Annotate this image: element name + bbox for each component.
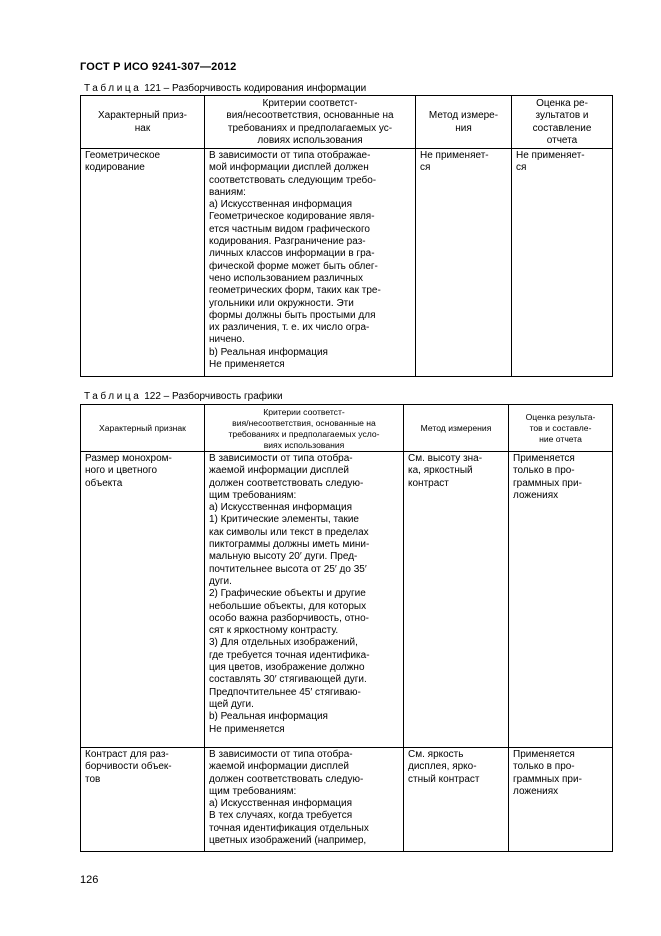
text-line: ется частным видом графического (209, 223, 370, 235)
text-line: 1) Критические элементы, такие (209, 514, 359, 526)
text-line: щей дуги. (209, 698, 254, 710)
text-line: См. высоту зна- (408, 453, 483, 464)
evaluation-cell (512, 149, 613, 377)
text-line: Применяется (513, 749, 575, 760)
text-line: Геометрическое кодирование явля- (209, 211, 375, 223)
text-line: вия/несоответствия, основанные на (226, 110, 394, 122)
text-line: ся (516, 162, 527, 174)
header-cell (81, 96, 205, 149)
text-line: кодирование (85, 162, 145, 174)
table-row (81, 149, 613, 377)
text-line: составление (532, 122, 592, 134)
text-line: где требуется точная идентифика- (209, 649, 370, 661)
text-line: объекта (85, 477, 123, 489)
text-line: щим требованиям: (209, 489, 297, 501)
header-cell (512, 96, 613, 149)
text-line: ка, яркостный (408, 465, 473, 477)
table-121 (80, 95, 613, 377)
text-line: В зависимости от типа отобра- (209, 453, 353, 464)
table-row (81, 748, 613, 852)
text-line: Предпочтительнее 45′ стягиваю- (209, 686, 361, 698)
header-cell (404, 405, 509, 452)
text-line: формы должны быть простыми для (209, 309, 376, 321)
text-line: жаемой информации дисплей (209, 761, 350, 773)
text-line: должен соответствовать следую- (209, 773, 364, 785)
text-line: должен соответствовать следую- (209, 477, 364, 489)
text-line: Размер монохром- (85, 453, 172, 464)
text-line: Контраст для раз- (85, 749, 169, 760)
page-number: 126 (80, 874, 99, 886)
text-line: b) Реальная информация (209, 711, 328, 723)
criteria-cell (205, 452, 404, 748)
text-line: Характерный приз- (98, 110, 187, 122)
text-line: особо важна разборчивость, отно- (209, 612, 369, 624)
caption-word: Таблица (84, 391, 142, 402)
text-line: отчета (546, 134, 578, 146)
text-line: стный контраст (408, 773, 480, 785)
text-line: вия/несоответствия, основанные на (232, 417, 376, 428)
table-121-header-row (81, 96, 613, 149)
text-line: ния (455, 122, 472, 134)
caption-text: 121 – Разборчивость кодирования информации (144, 83, 367, 94)
text-line: пиктограммы должны иметь мини- (209, 539, 370, 551)
caption-text: 122 – Разборчивость графики (144, 391, 283, 402)
header-cell (81, 405, 205, 452)
text-line: кодирования. Разграничение раз- (209, 236, 366, 248)
table-122-header-row (81, 405, 613, 452)
text-line: соответствовать следующим требо- (209, 174, 377, 186)
text-line: требованиях и предполагаемых ус- (227, 122, 393, 134)
text-line: сят к яркостному контрасту. (209, 625, 339, 637)
text-line: ного и цветного (85, 465, 158, 477)
text-line: b) Реальная информация (209, 346, 328, 358)
text-line: как символы или текст в пределах (209, 526, 369, 538)
text-line: угольники или окружности. Эти (209, 297, 354, 309)
text-line: a) Искусственная информация (209, 798, 352, 810)
text-line: тов и составле- (529, 423, 592, 433)
criteria-cell (205, 149, 416, 377)
criteria-cell (205, 748, 404, 852)
text-line: ваниям: (209, 186, 246, 198)
text-line: нак (134, 122, 151, 134)
text-line: a) Искусственная информация (209, 199, 352, 211)
text-line: В тех случаях, когда требуется (209, 810, 353, 822)
text-line: зультатов и (535, 110, 589, 122)
evaluation-cell (509, 452, 613, 748)
header-cell (509, 405, 613, 452)
text-line: цветных изображений (например, (209, 835, 367, 847)
text-line: ние отчета (539, 434, 582, 444)
table-121-caption (84, 83, 366, 94)
text-line: виях использования (263, 439, 345, 450)
text-line: ложениях (513, 785, 559, 797)
method-cell (404, 748, 509, 852)
text-line: только в про- (513, 465, 575, 477)
text-line: ся (420, 162, 431, 174)
text-line: их различения, т. е. их число огра- (209, 322, 370, 334)
text-line: борчивости объек- (85, 761, 172, 773)
text-line: граммных при- (513, 477, 582, 489)
text-line: Метод измере- (428, 110, 499, 122)
text-line: тов (85, 773, 101, 785)
feature-cell (81, 748, 205, 852)
text-line: геометрических форм, таких как тре- (209, 285, 381, 297)
text-line: ция цветов, изображение должно (209, 662, 365, 674)
text-line: Критерии соответст- (262, 97, 358, 109)
header-cell (416, 96, 512, 149)
text-line: личных классов информации в гра- (209, 248, 375, 260)
method-cell (404, 452, 509, 748)
method-cell (416, 149, 512, 377)
text-line: мальную высоту 20′ дуги. Пред- (209, 551, 358, 563)
text-line: жаемой информации дисплей (209, 465, 350, 477)
text-line: небольшие объекты, для которых (209, 600, 367, 612)
table-122 (80, 404, 613, 852)
text-line: щим требованиям: (209, 785, 297, 797)
text-line: точная идентификация отдельных (209, 822, 369, 834)
text-line: ловиях использования (257, 134, 363, 146)
header-cell (205, 96, 416, 149)
text-line: Не применяется (209, 359, 285, 371)
text-line: Оценка результа- (525, 412, 596, 422)
text-line: a) Искусственная информация (209, 502, 352, 514)
text-line: Характерный признак (99, 423, 186, 433)
text-line: Критерии соответст- (263, 406, 345, 417)
text-line: ничено. (209, 334, 245, 346)
evaluation-cell (509, 748, 613, 852)
text-line: Не применяет- (420, 150, 489, 161)
text-line: чено использованием различных (209, 272, 363, 284)
feature-cell (81, 452, 205, 748)
text-line: требованиях и предполагаемых усло- (228, 428, 380, 439)
text-line: дуги. (209, 575, 232, 587)
text-line: 3) Для отдельных изображений, (209, 637, 358, 649)
table-row (81, 452, 613, 748)
text-line: почтительнее высота от 25′ до 35′ (209, 563, 367, 575)
text-line: составлять 30′ стягивающей дуги. (209, 674, 367, 686)
text-line: Метод измерения (420, 423, 492, 433)
text-line: ложениях (513, 489, 559, 501)
text-line: См. яркость (408, 749, 464, 760)
caption-word: Таблица (84, 83, 142, 94)
text-line: В зависимости от типа отображае- (209, 150, 371, 161)
text-line: Оценка ре- (536, 97, 588, 109)
text-line: только в про- (513, 761, 575, 773)
text-line: Не применяет- (516, 150, 585, 161)
text-line: Применяется (513, 453, 575, 464)
feature-cell (81, 149, 205, 377)
header-cell (205, 405, 404, 452)
document-header: ГОСТ Р ИСО 9241-307—2012 (80, 61, 237, 73)
text-line: контраст (408, 477, 449, 489)
text-line: дисплея, ярко- (408, 761, 477, 773)
text-line: Не применяется (209, 723, 285, 735)
text-line: Геометрическое (85, 150, 161, 161)
text-line: В зависимости от типа отобра- (209, 749, 353, 760)
text-line: 2) Графические объекты и другие (209, 588, 366, 600)
text-line: граммных при- (513, 773, 582, 785)
text-line: мой информации дисплей должен (209, 162, 369, 174)
text-line: фической форме может быть облег- (209, 260, 378, 272)
table-122-caption (84, 391, 283, 402)
